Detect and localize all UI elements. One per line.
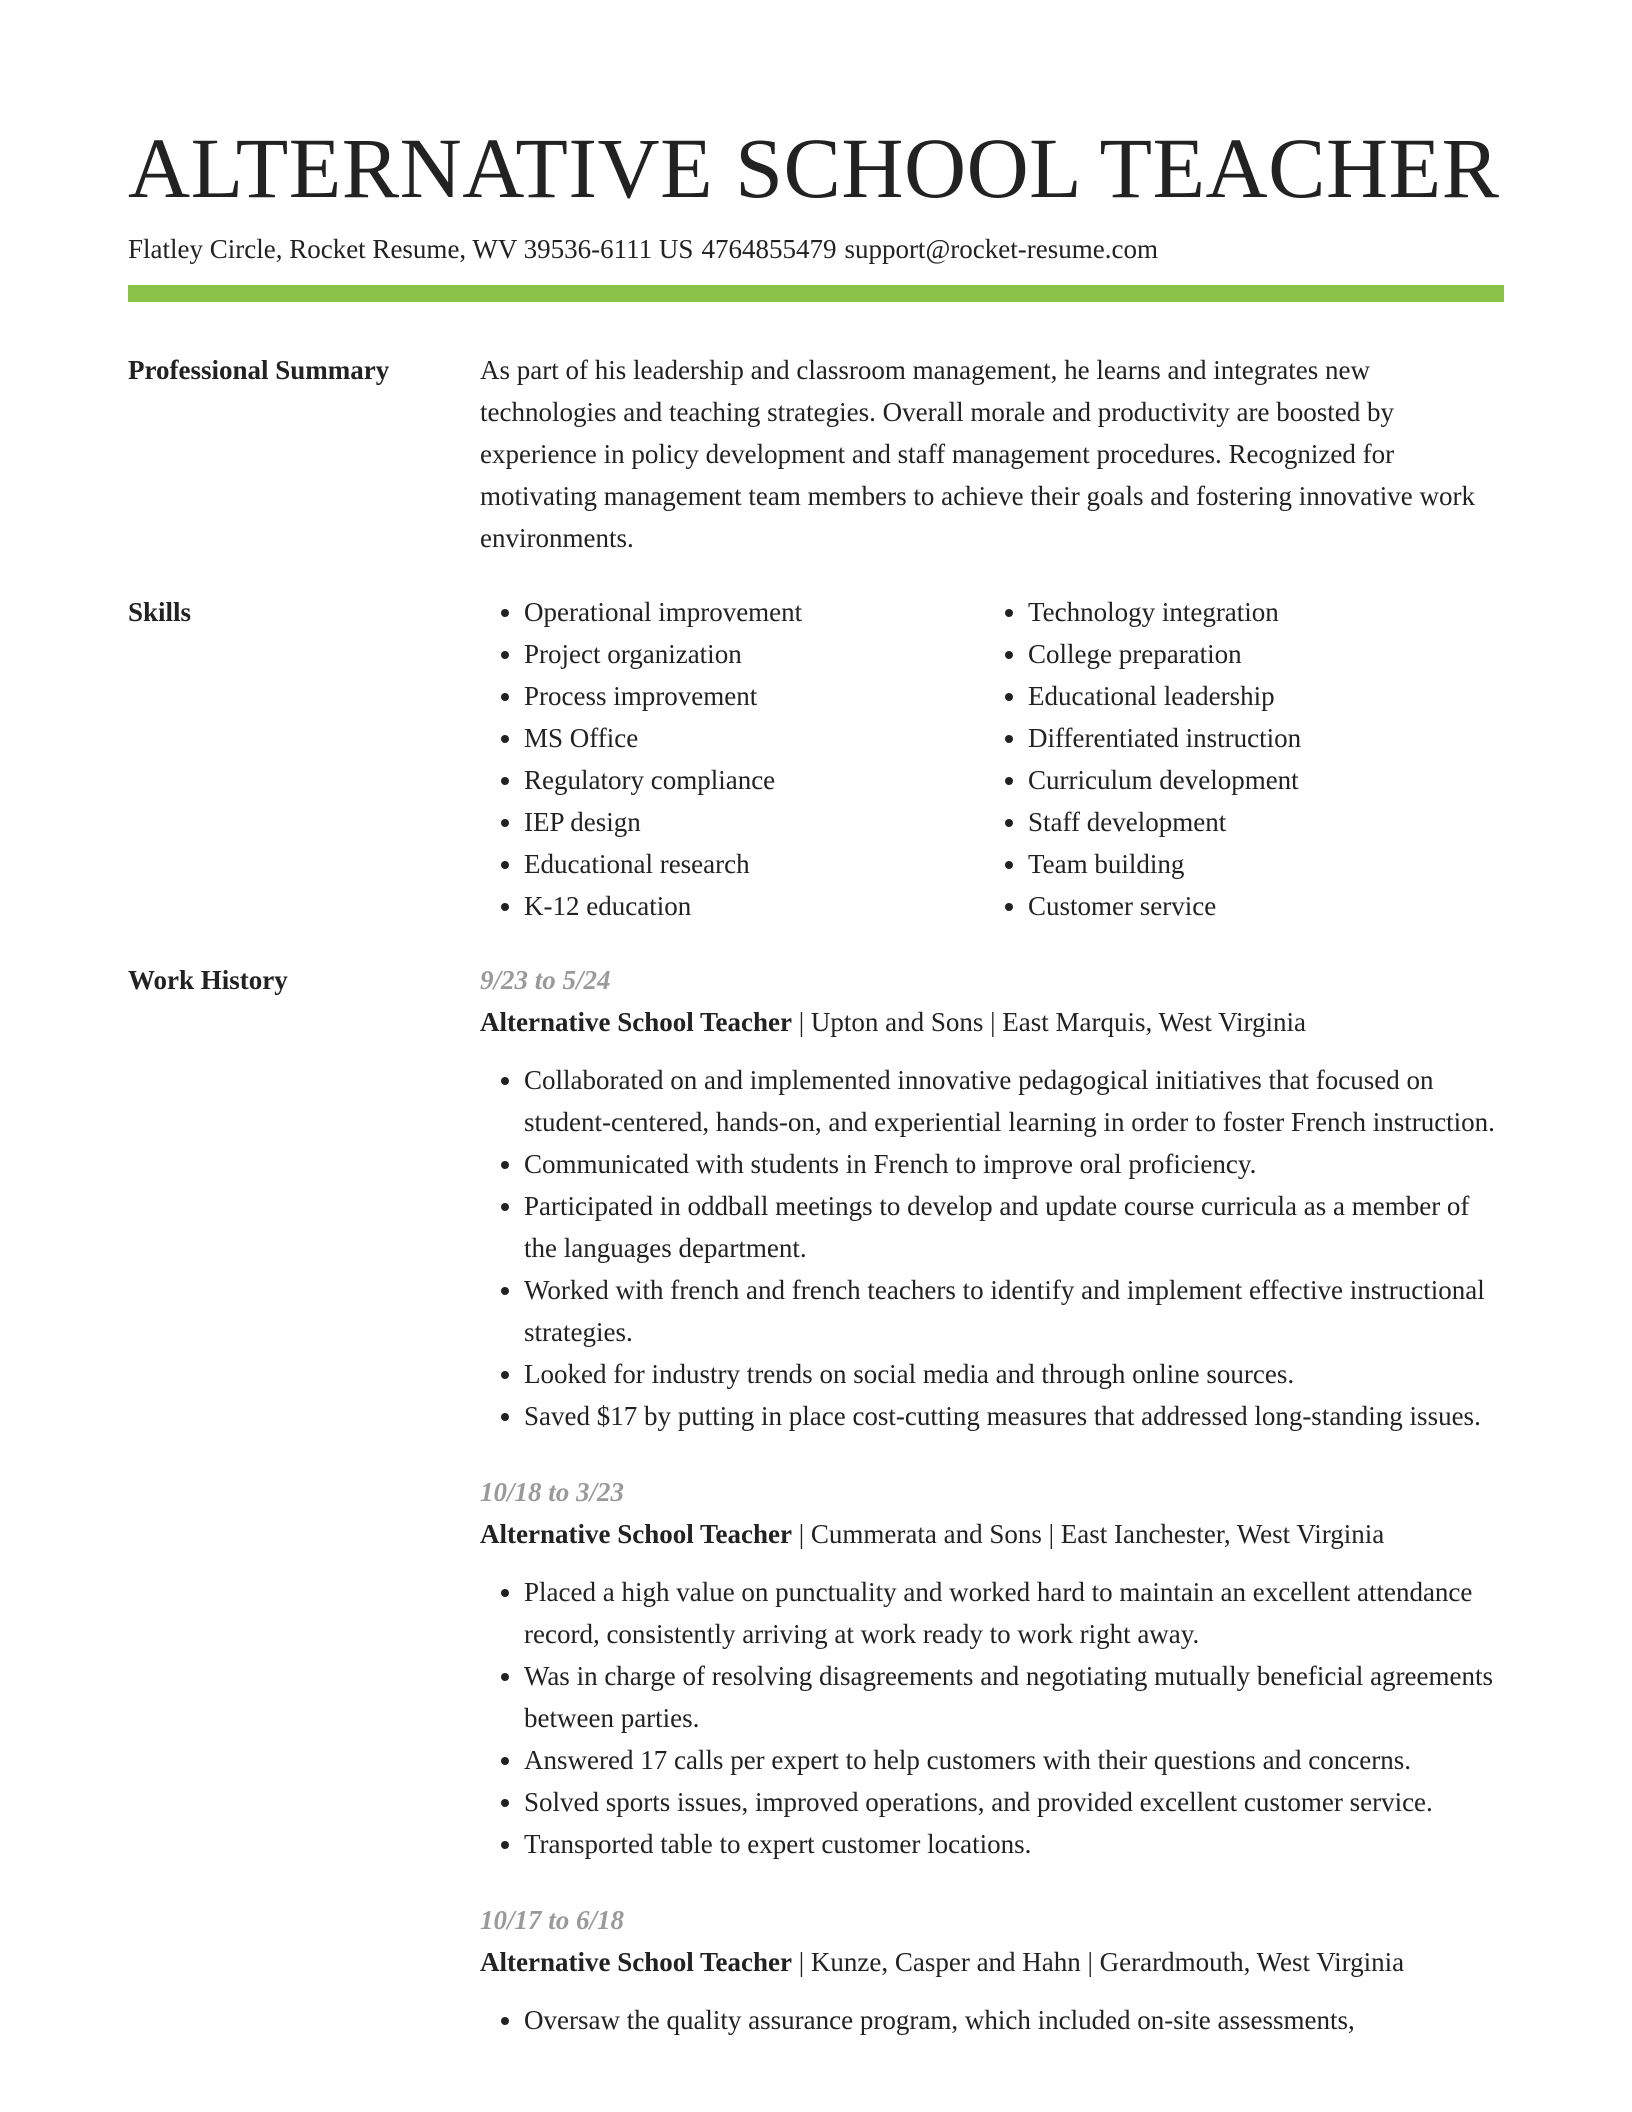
job-entry: [480, 1471, 1504, 1865]
skill-item: • K-12 education: [524, 885, 984, 927]
skills-list-right: [984, 591, 1488, 927]
job-title-line: [480, 1001, 1504, 1043]
skills-columns: [480, 591, 1504, 927]
job-title: Alternative School Teacher: [480, 1007, 792, 1037]
contact-line: [128, 232, 1158, 266]
job-bullet: • Communicated with students in French to improve oral proficiency.: [524, 1143, 1504, 1185]
skill-item: • Regulatory compliance: [524, 759, 984, 801]
job-title: Alternative School Teacher: [480, 1519, 792, 1549]
job-company-location: | Upton and Sons | East Marquis, West Virginia: [791, 1007, 1306, 1037]
work-history-body: [480, 959, 1504, 2075]
job-title-line: [480, 1941, 1504, 1983]
job-title: Alternative School Teacher: [480, 1947, 792, 1977]
summary-title: Professional Summary: [128, 355, 390, 385]
summary-text: As part of his leadership and classroom management, he learns and integrates new technologies and teaching strategies. Overall morale and productivity are boosted by experience in policy development and staff management procedures. Recognized for motivating management team members to achieve their goals and fostering innovative work environments.: [480, 355, 1475, 553]
job-bullet-list: [480, 1999, 1504, 2041]
job-bullet: • Transported table to expert customer locations.: [524, 1823, 1504, 1865]
skill-item: • Customer service: [1028, 885, 1488, 927]
job-dates: 10/18 to 3/23: [480, 1477, 625, 1507]
job-company-location: | Cummerata and Sons | East Ianchester, West Virginia: [791, 1519, 1385, 1549]
summary-body: [480, 349, 1504, 559]
job-bullet: • Solved sports issues, improved operations, and provided excellent customer service.: [524, 1781, 1504, 1823]
skill-item: • Project organization: [524, 633, 984, 675]
contact-email[interactable]: support@rocket-resume.com: [844, 234, 1158, 264]
job-bullet: • Was in charge of resolving disagreements and negotiating mutually beneficial agreements between parties.: [524, 1655, 1504, 1739]
job-dates: 10/17 to 6/18: [480, 1905, 625, 1935]
job-title-line: [480, 1513, 1504, 1555]
skill-item: • Process improvement: [524, 675, 984, 717]
skill-item: • MS Office: [524, 717, 984, 759]
job-dates: 9/23 to 5/24: [480, 965, 611, 995]
job-bullet-list: [480, 1059, 1504, 1437]
skill-item: • IEP design: [524, 801, 984, 843]
job-bullet: • Answered 17 calls per expert to help customers with their questions and concerns.: [524, 1739, 1504, 1781]
job-bullet: • Worked with french and french teachers to identify and implement effective instructional strategies.: [524, 1269, 1504, 1353]
skill-item: • Curriculum development: [1028, 759, 1488, 801]
skill-item: • Educational research: [524, 843, 984, 885]
skill-item: • Educational leadership: [1028, 675, 1488, 717]
resume-name-heading: ALTERNATIVE SCHOOL TEACHER: [128, 120, 1500, 216]
header-divider: [128, 285, 1504, 302]
skill-item: • Differentiated instruction: [1028, 717, 1488, 759]
skill-item: • Operational improvement: [524, 591, 984, 633]
job-bullet-list: [480, 1571, 1504, 1865]
job-company-location: | Kunze, Casper and Hahn | Gerardmouth, West Virginia: [791, 1947, 1405, 1977]
job-bullet: • Placed a high value on punctuality and worked hard to maintain an excellent attendance record, consistently arriving at work ready to work right away.: [524, 1571, 1504, 1655]
contact-address: Flatley Circle, Rocket Resume, WV 39536-6111 US: [128, 234, 694, 264]
skill-item: • Team building: [1028, 843, 1488, 885]
skills-body: [480, 591, 1504, 927]
job-bullet: • Oversaw the quality assurance program, which included on-site assessments,: [524, 1999, 1504, 2041]
contact-phone: 4764855479: [701, 234, 837, 264]
job-entry: [480, 1899, 1504, 2041]
skill-item: • College preparation: [1028, 633, 1488, 675]
job-bullet: • Looked for industry trends on social media and through online sources.: [524, 1353, 1504, 1395]
skill-item: • Technology integration: [1028, 591, 1488, 633]
job-bullet: • Collaborated on and implemented innovative pedagogical initiatives that focused on student-centered, hands-on, and experiential learning in order to foster French instruction.: [524, 1059, 1504, 1143]
work-history-title: Work History: [128, 965, 288, 995]
job-bullet: • Saved $17 by putting in place cost-cutting measures that addressed long-standing issues.: [524, 1395, 1504, 1437]
job-bullet: • Participated in oddball meetings to develop and update course curricula as a member of the languages department.: [524, 1185, 1504, 1269]
skills-title: Skills: [128, 597, 192, 627]
skill-item: • Staff development: [1028, 801, 1488, 843]
skills-list-left: [480, 591, 984, 927]
job-entry: [480, 959, 1504, 1437]
